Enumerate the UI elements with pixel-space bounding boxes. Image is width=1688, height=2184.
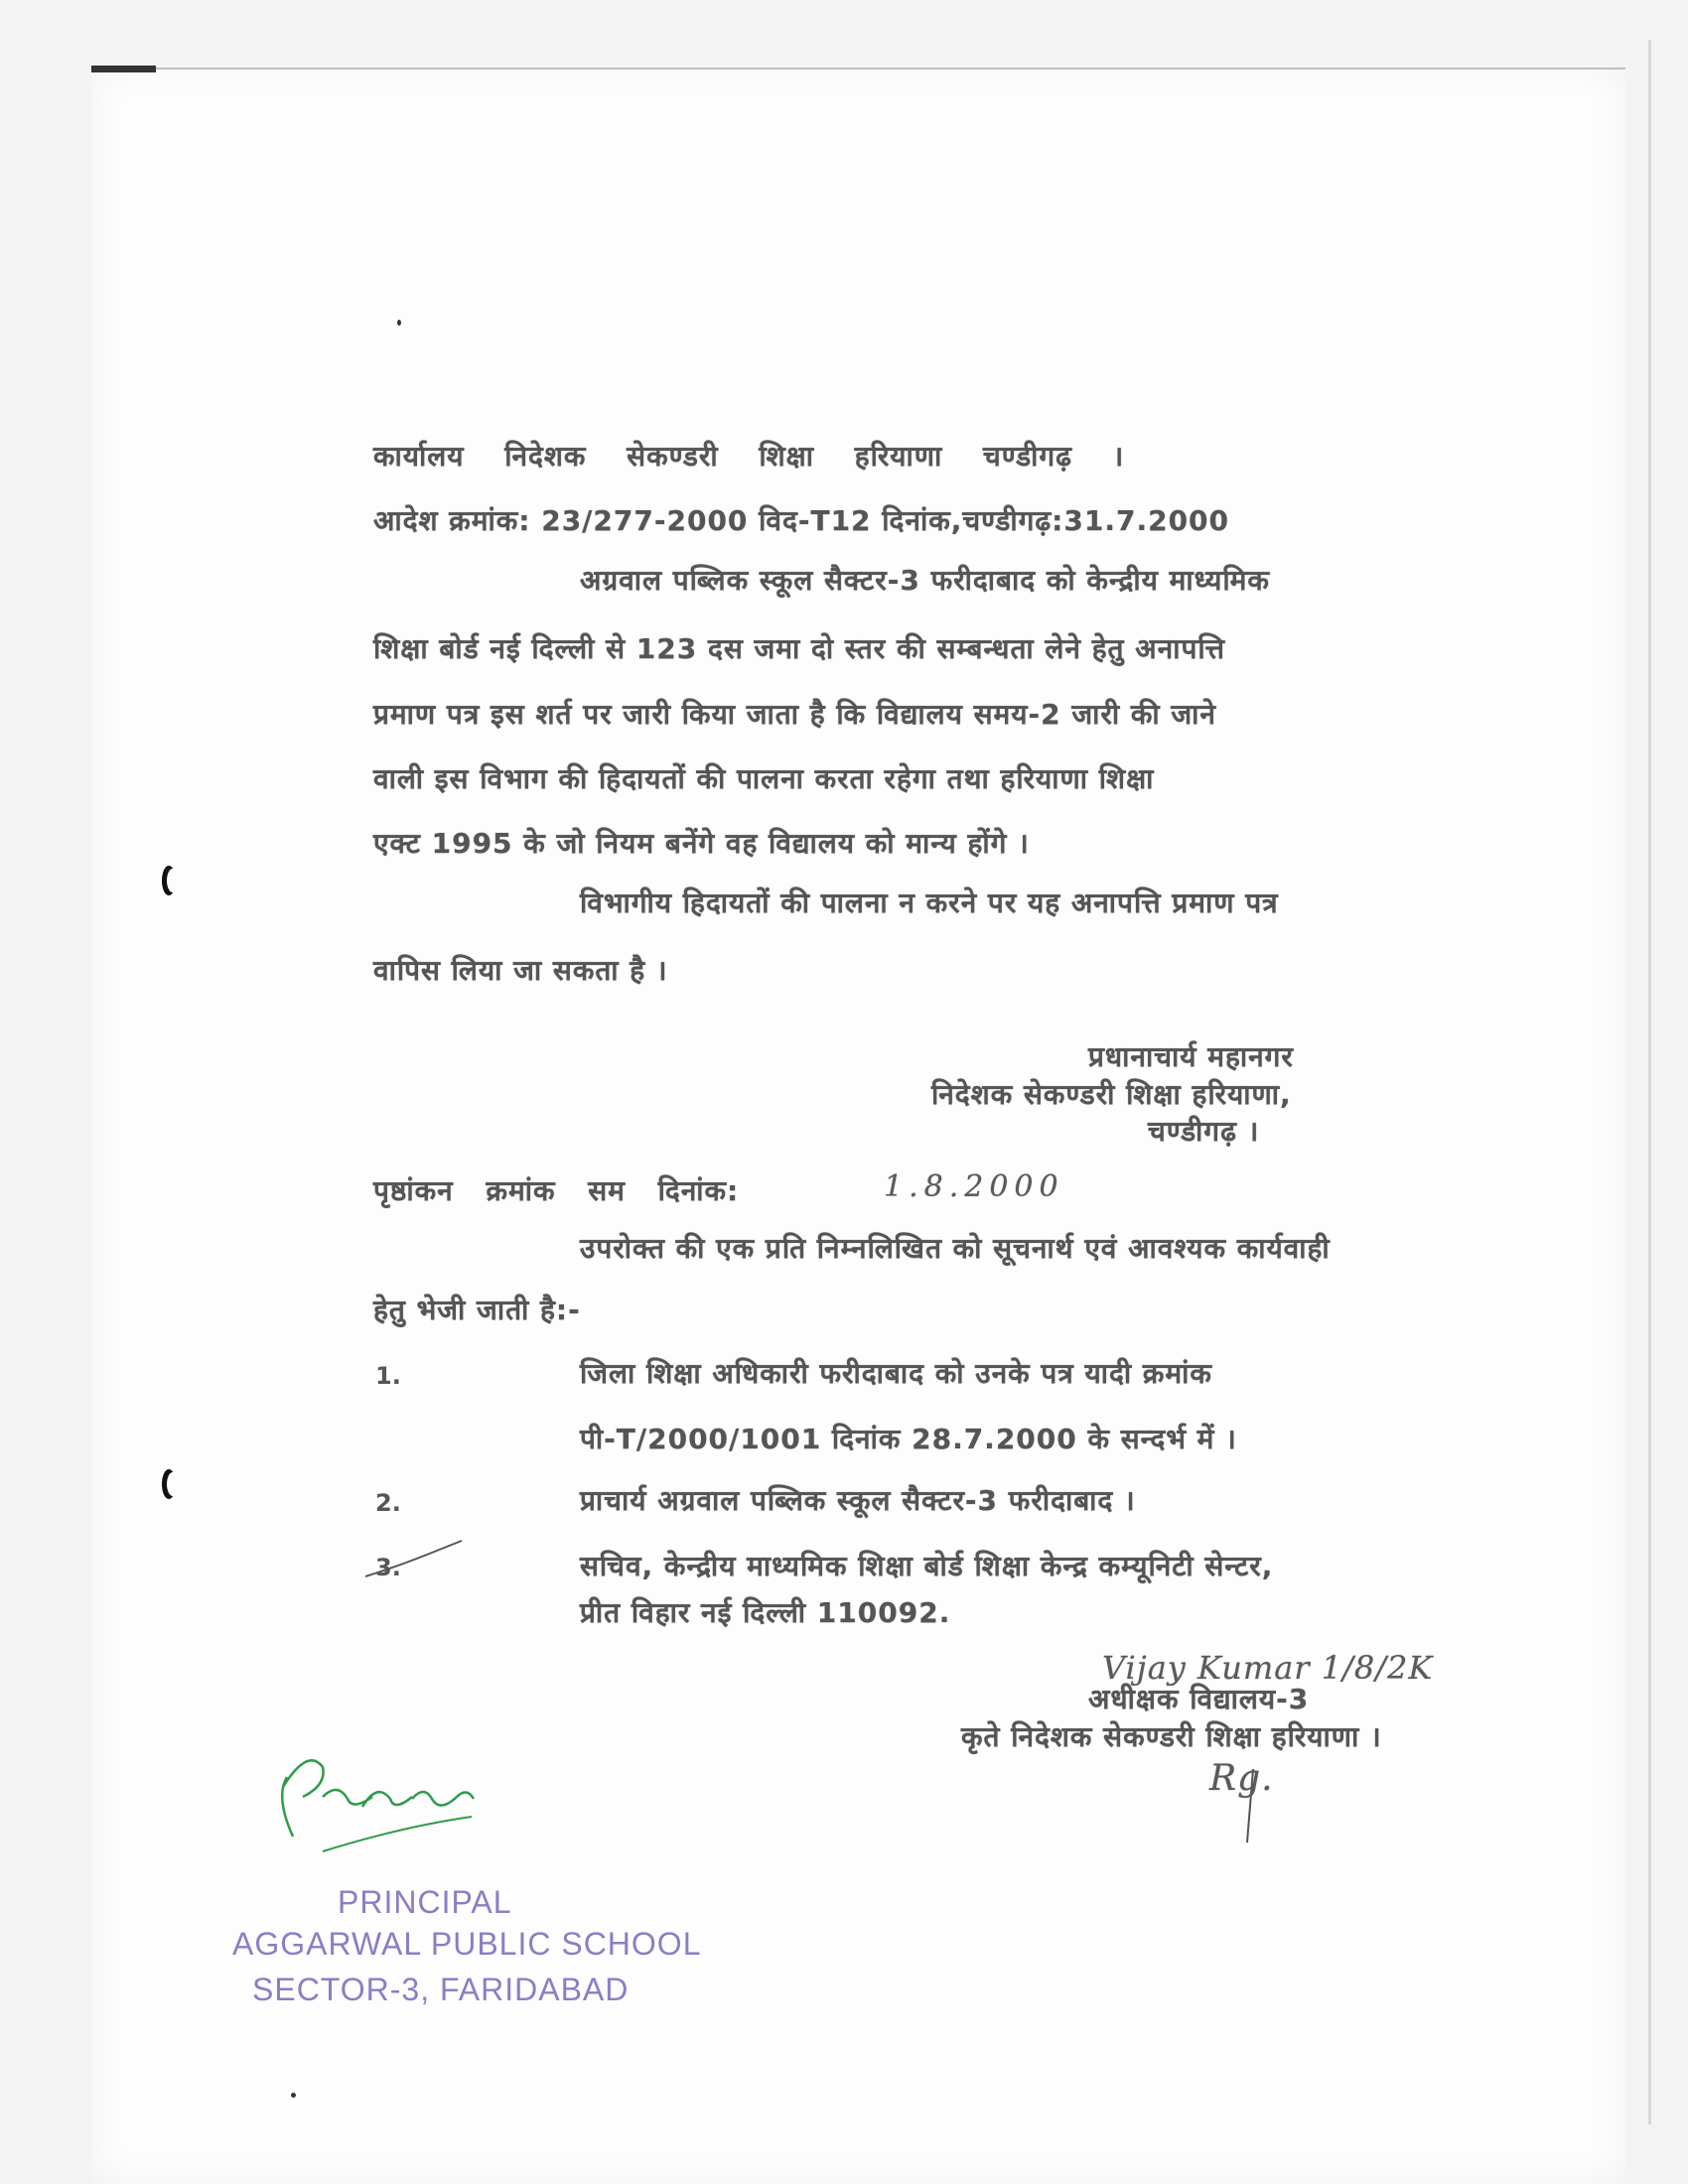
speck (291, 2093, 296, 2098)
para2-line-2: वापिस लिया जा सकता है । (373, 954, 668, 987)
order-number-line: आदेश क्रमांक: 23/277-2000 विद-T12 दिनांक,चण्डीगढ़:31.7.2000 (373, 504, 1230, 537)
office-heading: कार्यालय निदेशक सेकण्डरी शिक्षा हरियाणा चण्डीगढ़ । (373, 440, 1125, 473)
scan-edge (1648, 40, 1651, 2124)
recipient-3-line-1: सचिव, केन्द्रीय माध्यमिक शिक्षा बोर्ड शिक्षा केन्द्र कम्यूनिटी सेन्टर, (580, 1550, 1274, 1582)
paper-sheet (91, 66, 1625, 2184)
copy-intro-line-2: हेतु भेजी जाती है:- (373, 1294, 581, 1326)
second-signature-title-1: अधीक्षक विद्यालय-3 (1088, 1683, 1310, 1715)
stamp-school-name: AGGARWAL PUBLIC SCHOOL (232, 1926, 702, 1962)
recipient-3-line-2: प्रीत विहार नई दिल्ली 110092. (580, 1596, 951, 1629)
stamp-address: SECTOR-3, FARIDABAD (252, 1972, 630, 2007)
para1-line-1: अग्रवाल पब्लिक स्कूल सैक्टर-3 फरीदाबाद को केन्द्रीय माध्यमिक (580, 564, 1270, 597)
recipient-2-line-1: प्राचार्य अग्रवाल पब्लिक स्कूल सैक्टर-3 फरीदाबाद । (580, 1484, 1136, 1517)
endorsement-date: 1.8.2000 (884, 1169, 1064, 1204)
punch-hole-top (162, 866, 176, 895)
punch-hole-bottom (162, 1469, 176, 1499)
para1-line-5: एक्ट 1995 के जो नियम बनेंगे वह विद्यालय को मान्य होंगे । (373, 827, 1030, 860)
para1-line-4: वाली इस विभाग की हिदायतों की पालना करता रहेगा तथा हरियाणा शिक्षा (373, 762, 1155, 795)
sheet-edge-mark (91, 66, 156, 72)
para1-line-3: प्रमाण पत्र इस शर्त पर जारी किया जाता है कि विद्यालय समय-2 जारी की जाने (373, 698, 1216, 731)
para2-line-1: विभागीय हिदायतों की पालना न करने पर यह अनापत्ति प्रमाण पत्र (580, 887, 1279, 919)
copy-intro-line-1: उपरोक्त की एक प्रति निम्नलिखित को सूचनार्थ एवं आवश्यक कार्यवाही (580, 1232, 1331, 1265)
recipient-2-number: 2. (375, 1489, 401, 1517)
signature-title-3: चण्डीगढ़ । (1148, 1115, 1260, 1148)
recipient-1-number: 1. (375, 1362, 401, 1390)
pen-stroke (1241, 1767, 1261, 1846)
signature-title-1: प्रधानाचार्य महानगर (1088, 1040, 1294, 1073)
recipient-1-line-2: पी-T/2000/1001 दिनांक 28.7.2000 के सन्दर्भ में । (580, 1423, 1237, 1455)
sheet-top-edge (156, 68, 1625, 69)
stamp-principal: PRINCIPAL (338, 1884, 512, 1920)
handwritten-signature: Vijay Kumar 1/8/2K (1102, 1649, 1434, 1687)
principal-signature (253, 1727, 492, 1856)
speck (397, 320, 401, 326)
handwritten-initials: Rg. (1209, 1758, 1274, 1799)
recipient-3-number: 3. (375, 1554, 401, 1581)
para1-line-2: शिक्षा बोर्ड नई दिल्ली से 123 दस जमा दो स्तर की सम्बन्धता लेने हेतु अनापत्ति (373, 632, 1225, 665)
second-signature-title-2: कृते निदेशक सेकण्डरी शिक्षा हरियाणा । (961, 1720, 1382, 1753)
tick-mark (357, 1537, 467, 1586)
signature-title-2: निदेशक सेकण्डरी शिक्षा हरियाणा, (931, 1078, 1292, 1111)
recipient-1-line-1: जिला शिक्षा अधिकारी फरीदाबाद को उनके पत्र यादी क्रमांक (580, 1357, 1212, 1390)
endorsement-line: पृष्ठांकन क्रमांक सम दिनांक: (373, 1174, 740, 1207)
